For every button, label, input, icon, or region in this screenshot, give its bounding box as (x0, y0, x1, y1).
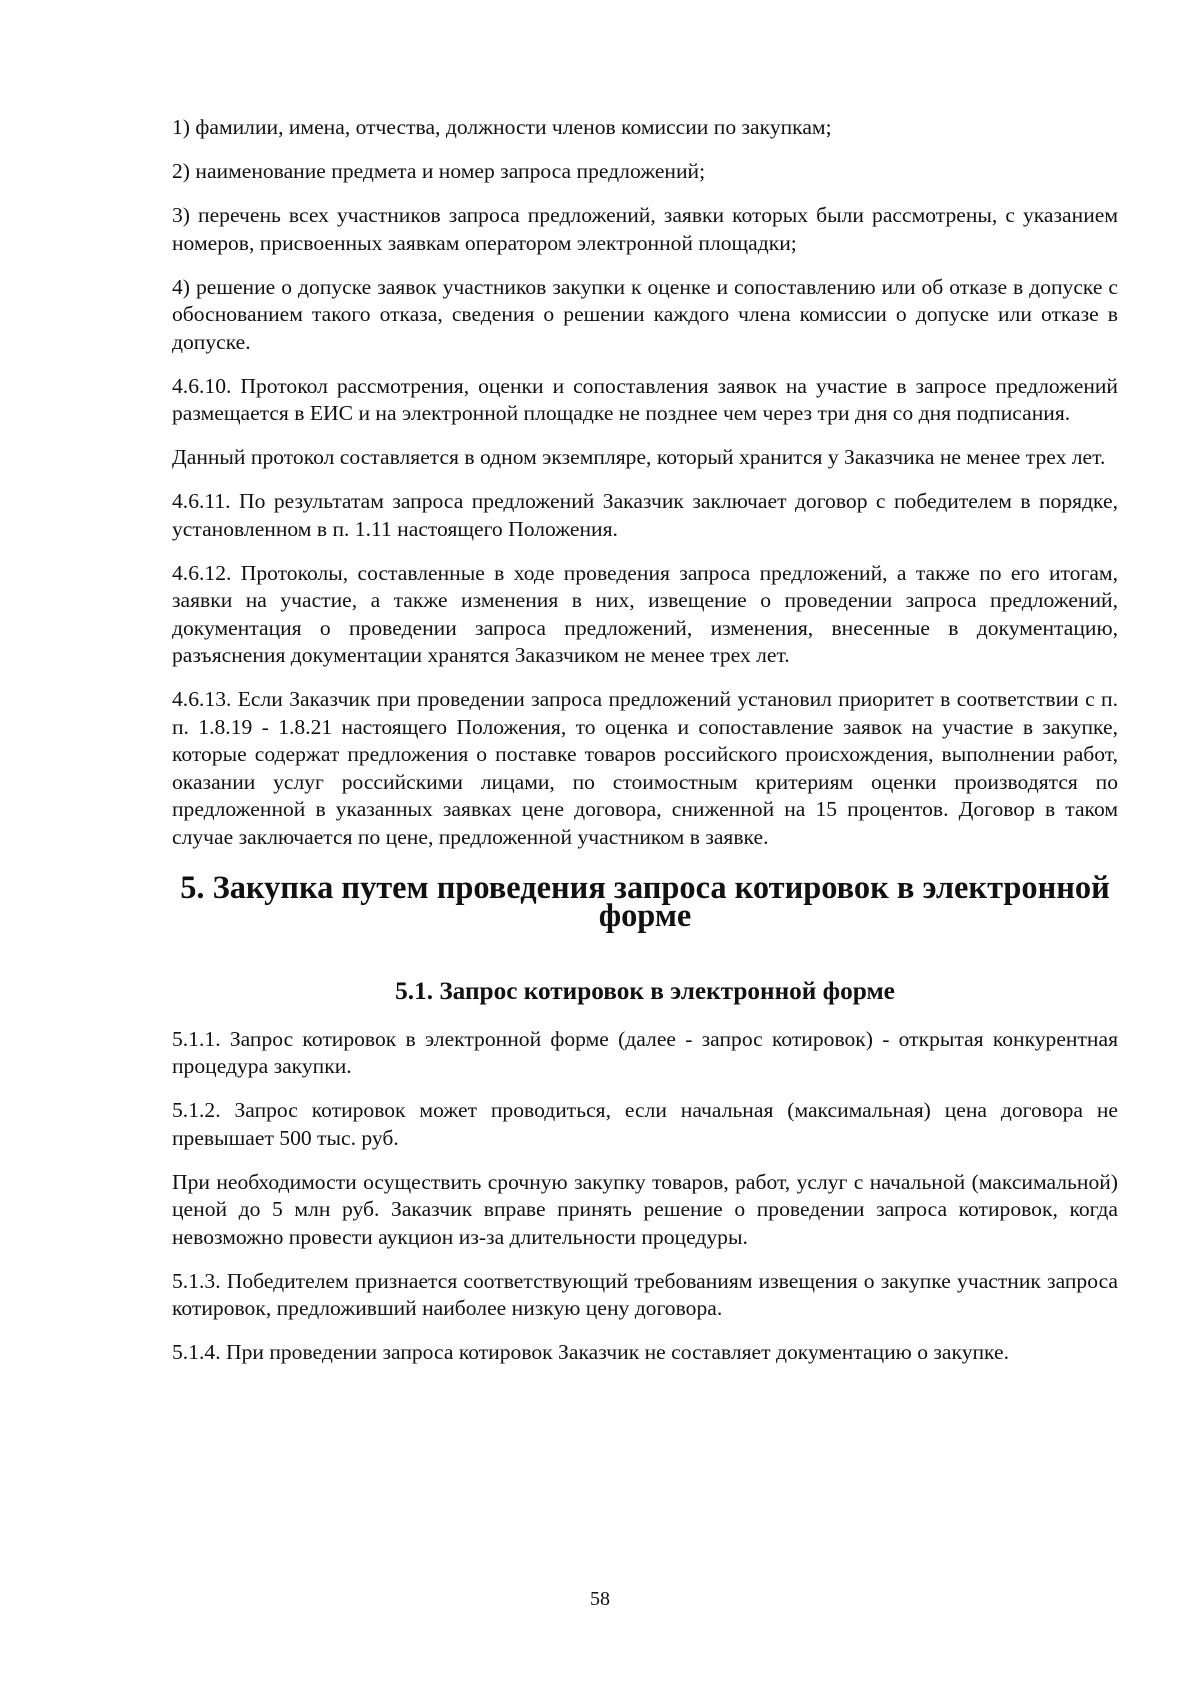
clause-4-6-13: 4.6.13. Если Заказчик при проведении запроса предложений установил приоритет в соответствии с п. п. 1.8.19 - 1.8.21 настоящего Положения, то оценка и сопоставление заявок на участие в закупке, которые содержат предложения о поставке товаров российского происхождения, выполнении работ, оказании услуг российскими лицами, по стоимостным критериям оценки производятся по предложенной в указанных заявках цене договора, сниженной на 15 процентов. Договор в таком случае заключается по цене, предложенной участником в заявке. (172, 687, 1118, 849)
clause-4-6-11: 4.6.11. По результатам запроса предложений Заказчик заключает договор с победителем в порядке, установленном в п. 1.11 настоящего Положения. (172, 489, 1118, 541)
clause-5-1-2: 5.1.2. Запрос котировок может проводиться, если начальная (максимальная) цена договора не превышает 500 тыс. руб. (172, 1098, 1118, 1150)
clause-5-1-4: 5.1.4. При проведении запроса котировок Заказчик не составляет документацию о закупке. (172, 1340, 1009, 1364)
section-heading: 5. Закупка путем проведения запроса котировок в электронной форме (180, 870, 1110, 934)
list-item-3: 3) перечень всех участников запроса предложений, заявки которых были рассмотрены, с указанием номеров, присвоенных заявкам оператором электронной площадки; (172, 203, 1118, 255)
list-item-2: 2) наименование предмета и номер запроса предложений; (172, 159, 706, 183)
clause-4-6-12: 4.6.12. Протоколы, составленные в ходе проведения запроса предложений, а также по его итогам, заявки на участие, а также изменения в них, извещение о проведении запроса предложений, документация о проведении запроса предложений, изменения, внесенные в документацию, разъяснения документации хранятся Заказчиком не менее трех лет. (172, 560, 1118, 667)
list-item-4: 4) решение о допуске заявок участников закупки к оценке и сопоставлению или об отказе в допуске с обоснованием такого отказа, сведения о решении каждого члена комиссии о допуске или отказе в допуске. (172, 274, 1118, 354)
clause-5-1-3: 5.1.3. Победителем признается соответствующий требованиям извещения о закупке участник запроса котировок, предложивший наиболее низкую цену договора. (172, 1268, 1118, 1320)
page-number: 58 (590, 1588, 610, 1610)
clause-4-6-10: 4.6.10. Протокол рассмотрения, оценки и сопоставления заявок на участие в запросе предложений размещается в ЕИС и на электронной площадке не позднее чем через три дня со дня подписания. (172, 373, 1118, 425)
list-item-1: 1) фамилии, имена, отчества, должности членов комиссии по закупкам; (172, 115, 832, 139)
protocol-storage-paragraph: Данный протокол составляется в одном экземпляре, который хранится у Заказчика не менее трех лет. (172, 445, 1106, 469)
clause-5-1-1: 5.1.1. Запрос котировок в электронной форме (далее - запрос котировок) - открытая конкурентная процедура закупки. (172, 1026, 1118, 1078)
page-content (172, 114, 1118, 1383)
urgent-purchase-paragraph: При необходимости осуществить срочную закупку товаров, работ, услуг с начальной (максимальной) ценой до 5 млн руб. Заказчик вправе принять решение о проведении запроса котировок, когда невозможно провести аукцион из-за длительности процедуры. (172, 1169, 1118, 1249)
subsection-heading: 5.1. Запрос котировок в электронной форме (395, 977, 895, 1005)
